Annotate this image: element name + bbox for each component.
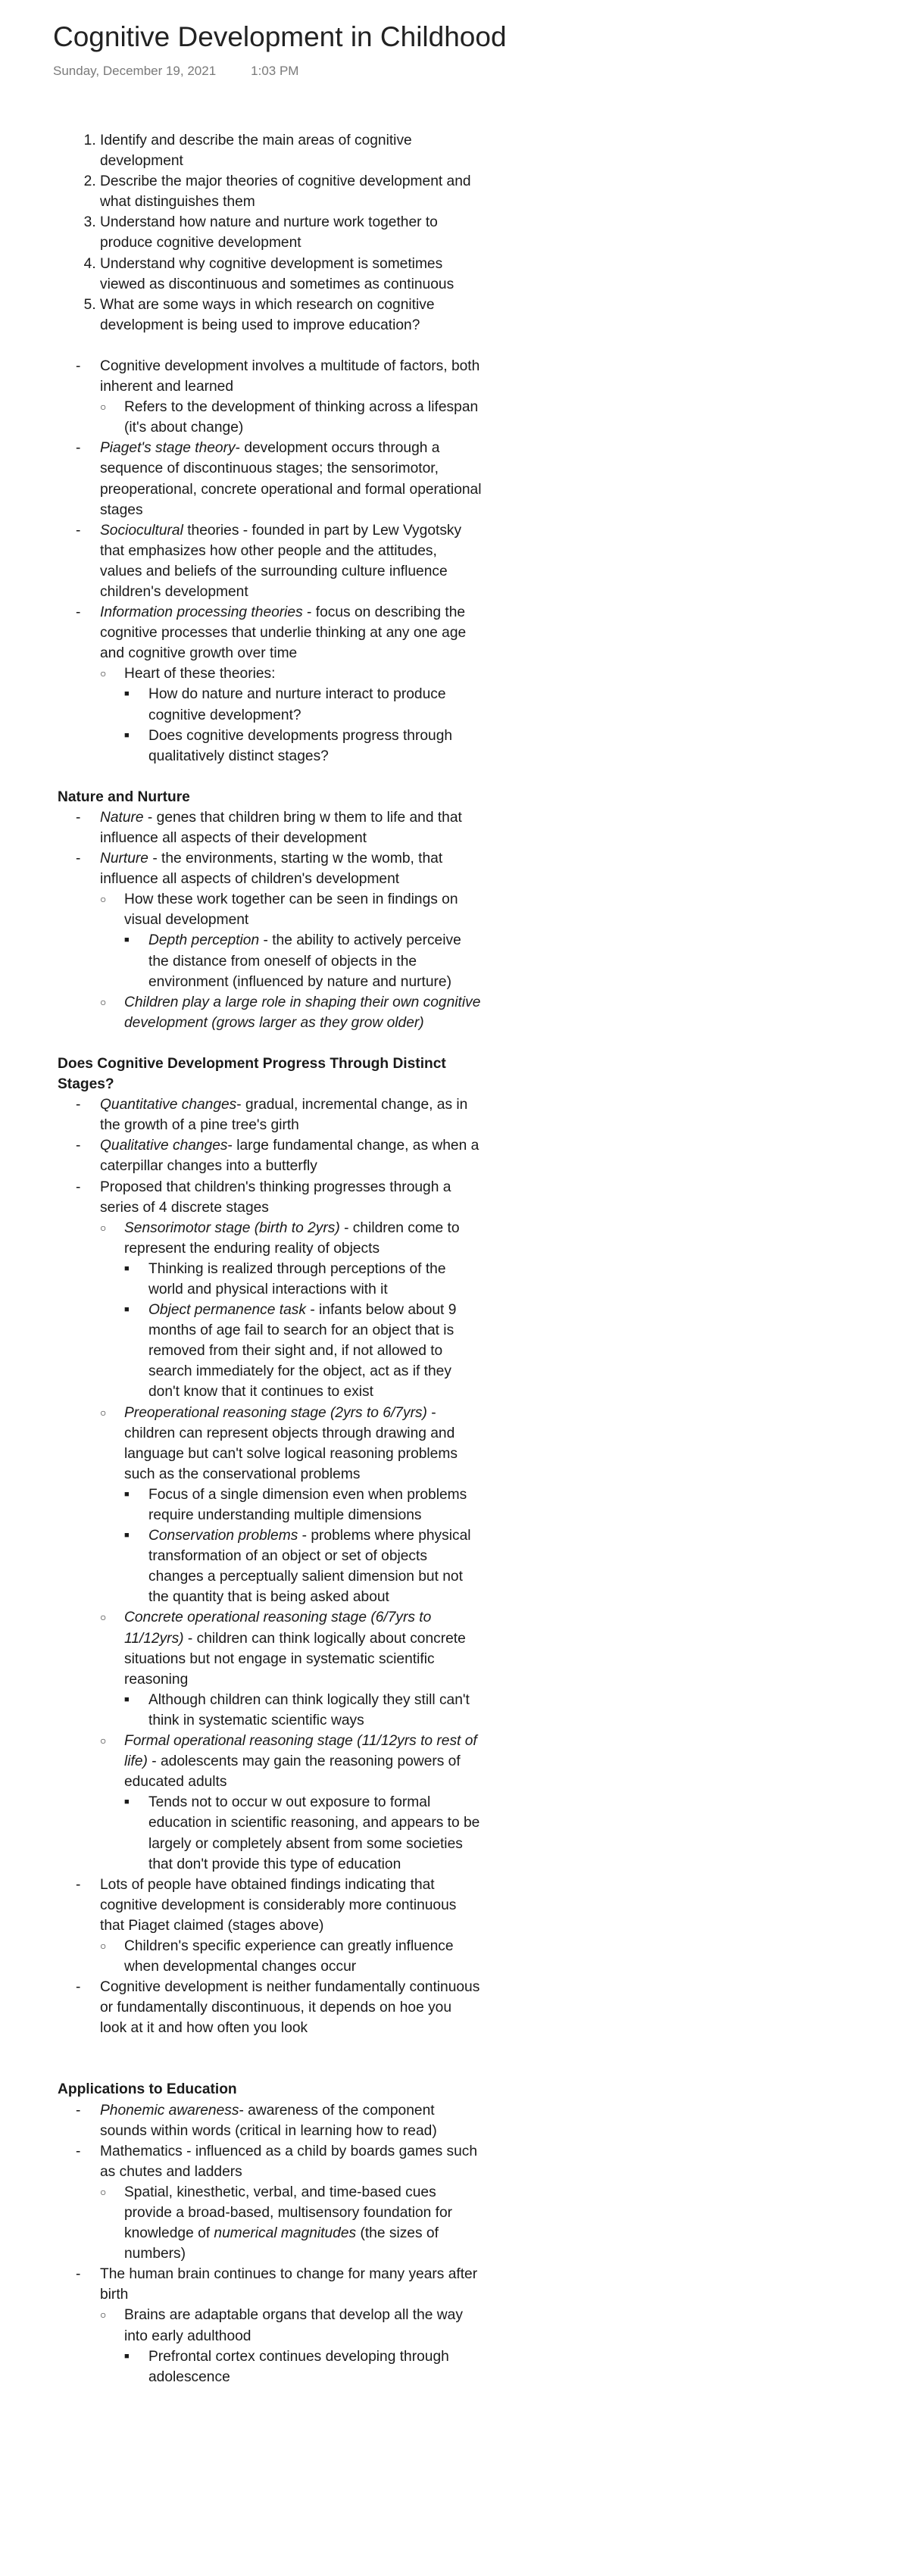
- list-item: ○ Brains are adaptable organs that develop all the way into early adulthood ■ Prefrontal cortex continues developing through adolescence: [100, 2305, 482, 2387]
- page-date: Sunday, December 19, 2021: [53, 64, 217, 78]
- list-item: - Phonemic awareness- awareness of the component sounds within words (critical in learning how to read): [58, 2100, 482, 2141]
- list-item: ○ Children's specific experience can greatly influence when developmental changes occur: [100, 1936, 482, 1977]
- list-item: - Cognitive development is neither fundamentally continuous or fundamentally discontinuous, it depends on hoe you look at it and how often you look: [58, 1977, 482, 2038]
- intro-list: [58, 356, 482, 767]
- list-item: - Nurture - the environments, starting w the womb, that influence all aspects of children's development ○ How these work together can be seen in findings on visual development ■ Depth perception - the ability to actively perceive the distance from oneself of objects in the environment (influenced by nature and nurture) ○ Children play a large role in shaping their own cognitive development (grows larger as they grow older): [58, 848, 482, 1033]
- list-item: ■ Does cognitive developments progress through qualitatively distinct stages?: [124, 726, 482, 767]
- list-item: ○ How these work together can be seen in findings on visual development ■ Depth perception - the ability to actively perceive the distance from oneself of objects in the environment (influenced by nature and nurture): [100, 889, 482, 991]
- list-item: ○ Refers to the development of thinking across a lifespan (it's about change): [100, 397, 482, 438]
- objective-item: 1. Identify and describe the main areas of cognitive development: [100, 130, 482, 171]
- list-item: ○ Children play a large role in shaping their own cognitive development (grows larger as they grow older): [100, 992, 482, 1033]
- stages-list: [58, 1094, 482, 2038]
- list-item: - Sociocultural theories - founded in part by Lew Vygotsky that emphasizes how other people and the attitudes, values and beliefs of the surrounding culture influence children's development: [58, 520, 482, 602]
- objective-item: 3. Understand how nature and nurture work together to produce cognitive development: [100, 212, 482, 253]
- section-heading: Applications to Education: [58, 2081, 237, 2098]
- list-item: ■ Focus of a single dimension even when problems require understanding multiple dimensions: [124, 1485, 482, 1525]
- nature-list: [58, 807, 482, 1033]
- list-item: ○ Preoperational reasoning stage (2yrs to 6/7yrs) - children can represent objects through drawing and language but can't solve logical reasoning problems such as the conservational problems ■ Focus of a single dimension even when problems require understanding multiple dimensions ■ Conservation problems - problems where physical transformation of an object or set of objects changes a perceptually salient dimension but not the quantity that is being asked about: [100, 1403, 482, 1608]
- list-item: ■ Depth perception - the ability to actively perceive the distance from oneself of objects in the environment (influenced by nature and nurture): [124, 930, 482, 991]
- list-item: - Proposed that children's thinking progresses through a series of 4 discrete stages ○ Sensorimotor stage (birth to 2yrs) - children come to represent the enduring reality of objects ■ Thinking is realized through perceptions of the world and physical interactions with it ■ Object permanence task - infants below about 9 months of age fail to search for an object that is removed from their sight and, if not allowed to search immediately for the object, act as if they don't know that it continues to exist ○ Preoperational reasoning stage (2yrs to 6/7yrs) - children can represent objects through drawing and language but can't solve logical reasoning problems such as the conservational problems ■ Focus of a single dimension even when problems require understanding multiple dimensions ■ Conservation problems - problems where physical transformation of an object or set of objects changes a perceptually salient dimension but not the quantity that is being asked about ○ Concrete operational reasoning stage (6/7yrs to 11/12yrs) - children can think logically about concrete situations but not engage in systematic scientific reasoning ■ Although children can think logically they still can't think in systematic scientific ways ○ Formal operational reasoning stage (11/12yrs to rest of life) - adolescents may gain the reasoning powers of educated adults ■ Tends not to occur w out exposure to formal education in scientific reasoning, and appears to be largely or completely absent from some societies that don't provide this type of education: [58, 1177, 482, 1875]
- section-heading: Nature and Nurture: [58, 788, 190, 805]
- objectives-list: [58, 130, 482, 336]
- list-item: ■ Prefrontal cortex continues developing through adolescence: [124, 2347, 482, 2387]
- list-item: ■ Although children can think logically they still can't think in systematic scientific ways: [124, 1690, 482, 1731]
- list-item: ■ Conservation problems - problems where physical transformation of an object or set of objects changes a perceptually salient dimension but not the quantity that is being asked about: [124, 1525, 482, 1607]
- list-item: - Lots of people have obtained findings indicating that cognitive development is considerably more continuous that Piaget claimed (stages above) ○ Children's specific experience can greatly influence when developmental changes occur: [58, 1875, 482, 1977]
- list-item: - The human brain continues to change for many years after birth ○ Brains are adaptable organs that develop all the way into early adulthood ■ Prefrontal cortex continues developing through adolescence: [58, 2264, 482, 2387]
- page-title: Cognitive Development in Childhood: [53, 21, 507, 52]
- list-item: - Cognitive development involves a multitude of factors, both inherent and learned ○ Refers to the development of thinking across a lifespan (it's about change): [58, 356, 482, 438]
- list-item: ○ Sensorimotor stage (birth to 2yrs) - children come to represent the enduring reality of objects ■ Thinking is realized through perceptions of the world and physical interactions with it ■ Object permanence task - infants below about 9 months of age fail to search for an object that is removed from their sight and, if not allowed to search immediately for the object, act as if they don't know that it continues to exist: [100, 1218, 482, 1403]
- list-item: ○ Concrete operational reasoning stage (6/7yrs to 11/12yrs) - children can think logically about concrete situations but not engage in systematic scientific reasoning ■ Although children can think logically they still can't think in systematic scientific ways: [100, 1607, 482, 1731]
- education-list: [58, 2100, 482, 2387]
- objective-item: 2. Describe the major theories of cognitive development and what distinguishes them: [100, 171, 482, 212]
- list-item: - Piaget's stage theory- development occurs through a sequence of discontinuous stages; the sensorimotor, preoperational, concrete operational and formal operational stages: [58, 438, 482, 520]
- page-meta: [53, 64, 298, 79]
- list-item: ■ Thinking is realized through perceptions of the world and physical interactions with it: [124, 1259, 482, 1300]
- objective-item: 5. What are some ways in which research on cognitive development is being used to improve education?: [100, 295, 482, 336]
- list-item: - Mathematics - influenced as a child by boards games such as chutes and ladders ○ Spatial, kinesthetic, verbal, and time-based cues provide a broad-based, multisensory foundation for knowledge of numerical magnitudes (the sizes of numbers): [58, 2141, 482, 2265]
- page-time: 1:03 PM: [251, 64, 299, 78]
- section-heading: Does Cognitive Development Progress Through Distinct Stages?: [58, 1055, 446, 1093]
- objective-item: 4. Understand why cognitive development is sometimes viewed as discontinuous and sometimes as continuous: [100, 254, 482, 295]
- list-item: ■ Tends not to occur w out exposure to formal education in scientific reasoning, and appears to be largely or completely absent from some societies that don't provide this type of education: [124, 1792, 482, 1874]
- list-item: ■ How do nature and nurture interact to produce cognitive development?: [124, 684, 482, 725]
- list-item: ○ Heart of these theories: ■ How do nature and nurture interact to produce cognitive development? ■ Does cognitive developments progress through qualitatively distinct stages?: [100, 664, 482, 766]
- list-item: - Qualitative changes- large fundamental change, as when a caterpillar changes into a butterfly: [58, 1135, 482, 1176]
- list-item: - Information processing theories - focus on describing the cognitive processes that underlie thinking at any one age and cognitive growth over time ○ Heart of these theories: ■ How do nature and nurture interact to produce cognitive development? ■ Does cognitive developments progress through qualitatively distinct stages?: [58, 602, 482, 767]
- list-item: ■ Object permanence task - infants below about 9 months of age fail to search for an object that is removed from their sight and, if not allowed to search immediately for the object, act as if they don't know that it continues to exist: [124, 1300, 482, 1402]
- note-content[interactable]: [58, 130, 482, 2387]
- list-item: ○ Spatial, kinesthetic, verbal, and time-based cues provide a broad-based, multisensory foundation for knowledge of numerical magnitudes (the sizes of numbers): [100, 2182, 482, 2264]
- list-item: - Nature - genes that children bring w them to life and that influence all aspects of their development: [58, 807, 482, 848]
- list-item: ○ Formal operational reasoning stage (11/12yrs to rest of life) - adolescents may gain the reasoning powers of educated adults ■ Tends not to occur w out exposure to formal education in scientific reasoning, and appears to be largely or completely absent from some societies that don't provide this type of education: [100, 1731, 482, 1875]
- list-item: - Quantitative changes- gradual, incremental change, as in the growth of a pine tree's girth: [58, 1094, 482, 1135]
